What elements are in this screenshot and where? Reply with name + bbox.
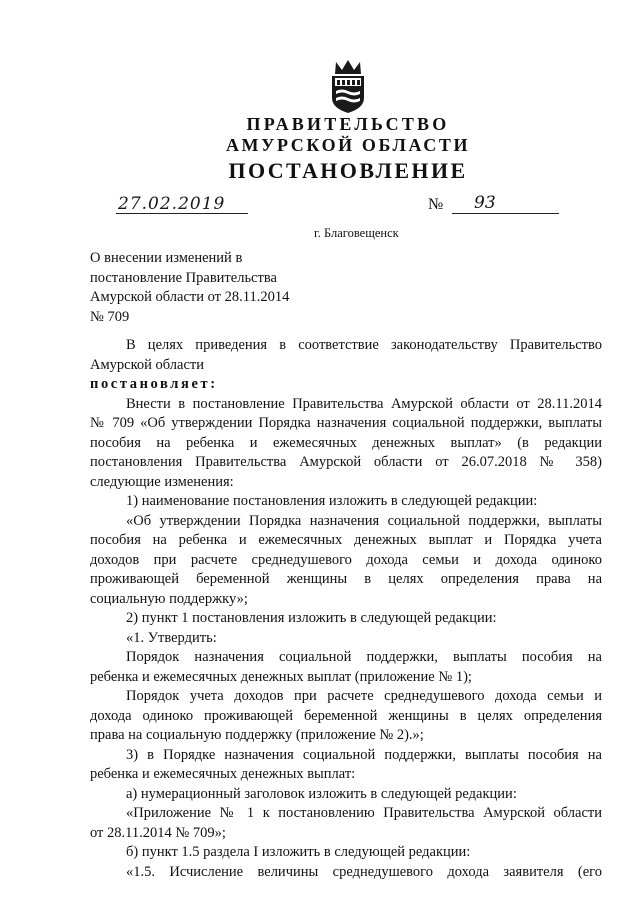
subject-line: № 709 — [90, 308, 130, 325]
body-line: права на социальную поддержку (приложение № 2).»; — [90, 727, 424, 743]
subject-line: О внесении изменений в — [90, 250, 243, 266]
body-line: проживающей беременной женщины в целях определения права на — [90, 571, 602, 587]
body-line: пособия на ребенка и ежемесячных денежных выплат и Порядка учета — [90, 532, 602, 548]
body-line: пособия на ребенка и ежемесячных денежных выплат» (в редакции — [90, 434, 602, 451]
body-line: ребенка и ежемесячных денежных выплат (приложение № 1); — [90, 668, 472, 685]
body-line: постановления Правительства Амурской области от 26.07.2018 № 358) — [90, 454, 602, 470]
document-number: 93 — [474, 193, 496, 213]
number-underline — [452, 213, 559, 214]
document-body — [90, 336, 602, 882]
body-line: 3) в Порядке назначения социальной поддержки, выплаты пособия на — [126, 746, 602, 763]
body-line: доходов при расчете среднедушевого дохода семьи и дохода одиноко — [90, 551, 602, 568]
org-name-line2: АМУРСКОЙ ОБЛАСТИ — [225, 135, 471, 155]
resolution-word: постановляет: — [90, 376, 218, 392]
body-line: В целях приведения в соответствие законодательству Правительство — [126, 337, 602, 353]
body-line: «1. Утвердить: — [126, 629, 217, 646]
body-line: социальную поддержку»; — [90, 590, 248, 607]
subject-line: Амурской области от 28.11.2014 — [90, 289, 290, 305]
city-label: г. Благовещенск — [314, 226, 399, 240]
document-type: ПОСТАНОВЛЕНИЕ — [228, 158, 468, 183]
body-line: следующие изменения: — [90, 473, 234, 490]
body-line: а) нумерационный заголовок изложить в следующей редакции: — [126, 785, 517, 802]
subject-line: постановление Правительства — [90, 269, 277, 286]
body-line: «Приложение № 1 к постановлению Правительства Амурской области — [126, 805, 602, 821]
body-line: № 709 «Об утверждении Порядка назначения социальной поддержки, выплаты — [90, 415, 602, 431]
body-line: «Об утверждении Порядка назначения социальной поддержки, выплаты — [126, 512, 602, 529]
org-name-line1: ПРАВИТЕЛЬСТВО — [246, 114, 450, 134]
body-line: Внести в постановление Правительства Амурской области от 28.11.2014 — [126, 395, 602, 412]
body-line: Амурской области — [90, 356, 204, 373]
body-line: «1.5. Исчисление величины среднедушевого дохода заявителя (его — [126, 863, 602, 880]
body-line: дохода одиноко проживающей беременной женщины в целях определения — [90, 707, 602, 724]
document-subject — [90, 249, 350, 327]
date-underline — [116, 213, 248, 214]
body-line: Порядок назначения социальной поддержки, выплаты пособия на — [126, 649, 602, 665]
document-date: 27.02.2019 — [118, 194, 226, 214]
body-line: 2) пункт 1 постановления изложить в следующей редакции: — [126, 610, 497, 626]
body-line: от 28.11.2014 № 709»; — [90, 824, 226, 841]
body-line: 1) наименование постановления изложить в следующей редакции: — [126, 493, 538, 509]
coat-of-arms-icon — [328, 58, 368, 114]
number-label: № — [428, 196, 444, 213]
body-line: Порядок учета доходов при расчете среднедушевого дохода семьи и — [126, 688, 602, 704]
body-line: ребенка и ежемесячных денежных выплат: — [90, 766, 356, 782]
body-line: б) пункт 1.5 раздела I изложить в следующей редакции: — [126, 844, 471, 860]
